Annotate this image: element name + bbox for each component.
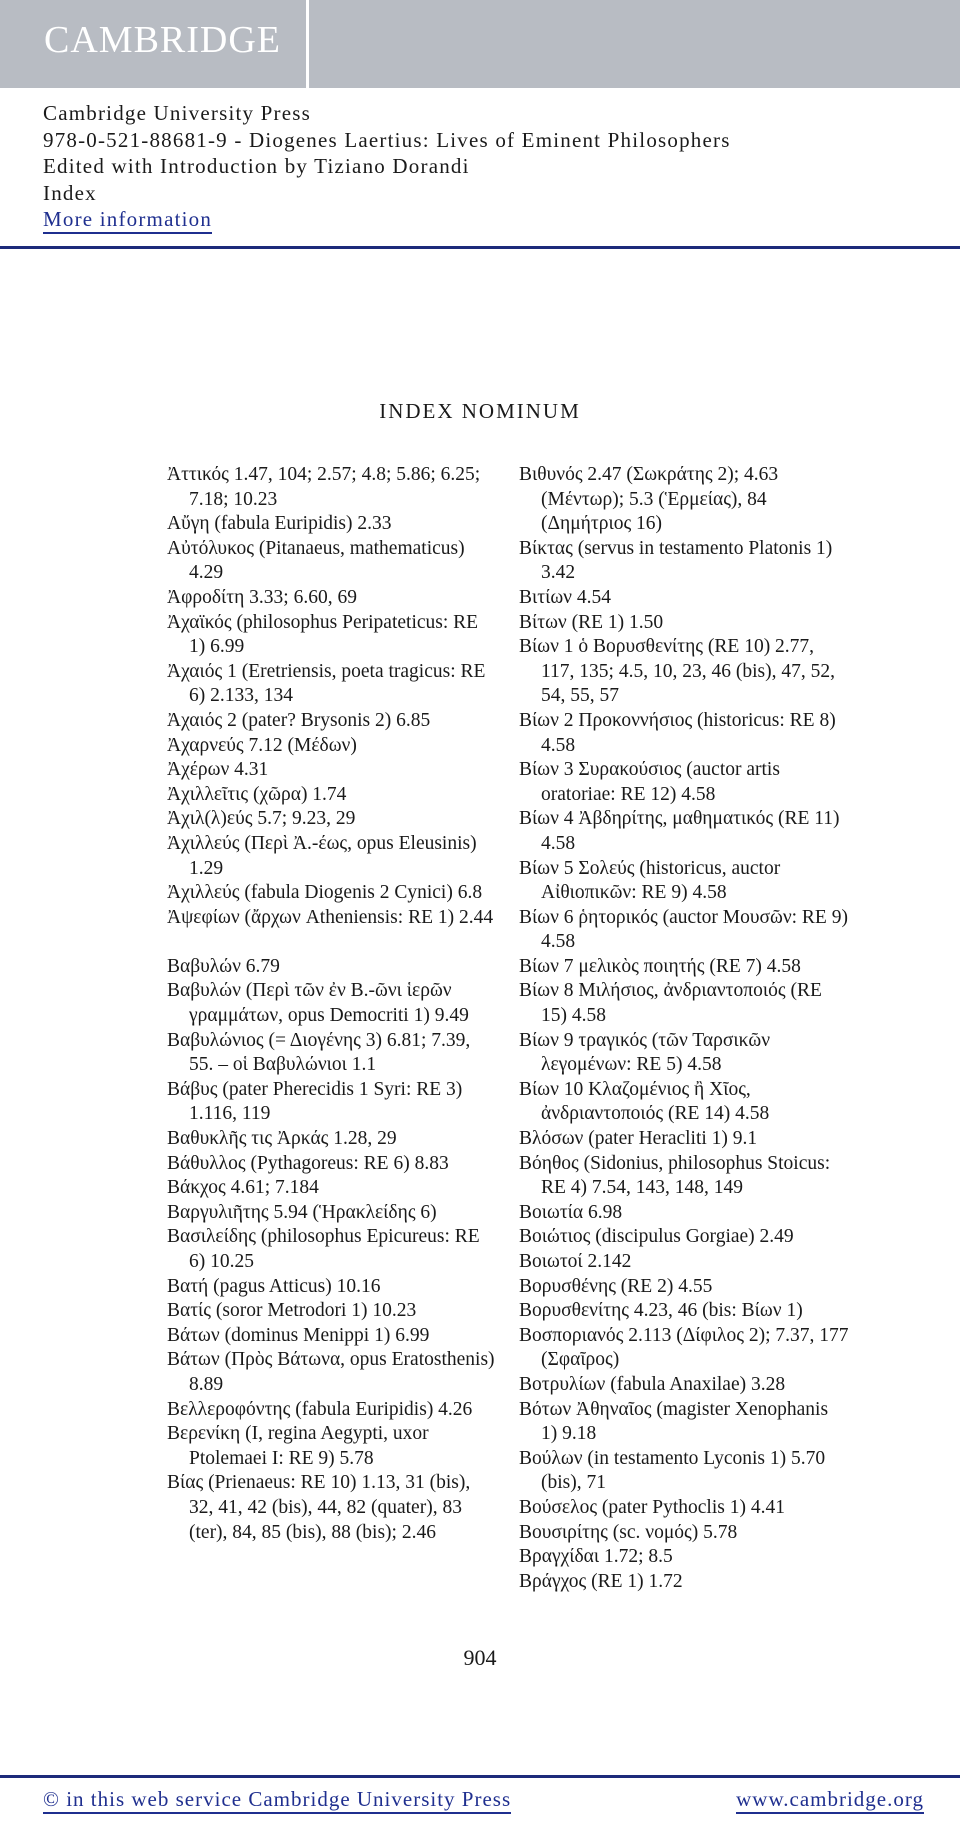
index-entry: Βαβυλών 6.79 [167,955,280,977]
website-link[interactable]: www.cambridge.org [736,1787,924,1814]
index-column-right [519,463,849,1594]
header-banner [0,0,960,88]
index-entry: Βράγχος (RE 1) 1.72 [519,1570,683,1592]
index-entry: Βούσελος (pater Pythoclis 1) 4.41 [519,1496,785,1518]
index-entry: Ἀχέρων 4.31 [167,759,269,781]
section-label: Index [43,180,97,205]
more-information-link[interactable]: More information [43,207,212,234]
index-entry: Ἀψεφίων (ἄρχων Atheniensis: RE 1) 2.44 [167,906,494,928]
footer-copyright[interactable] [43,1787,511,1812]
book-metadata [43,100,731,233]
index-entry: Βλόσων (pater Heracliti 1) 9.1 [519,1128,758,1150]
index-entry: Ἀχιλλεύς (Περὶ Ἀ.-έως, opus Eleusinis) 1.29 [167,832,477,879]
index-entry: Βραγχίδαι 1.72; 8.5 [519,1546,673,1568]
index-entry: Ἀττικός 1.47, 104; 2.57; 4.8; 5.86; 6.25; 7.18; 10.23 [167,464,481,510]
index-entry: Βορυσθενίτης 4.23, 46 (bis: Βίων 1) [519,1300,803,1322]
index-entry: Βίων 7 μελικὸς ποιητής (RE 7) 4.58 [519,955,801,977]
index-entry: Βαργυλιῆτης 5.94 (Ἡρακλείδης 6) [167,1201,437,1223]
book-editor: Edited with Introduction by Tiziano Dorandi [43,154,470,178]
index-entry: Βαθυκλῆς τις Ἀρκάς 1.28, 29 [167,1128,397,1150]
index-entry: Ἀφροδίτη 3.33; 6.60, 69 [167,586,357,608]
index-spacer [167,930,497,955]
index-entry: Ἀχαϊκός (philosophus Peripateticus: RE 1) 6.99 [167,611,479,658]
index-entry: Ἀχιλλεύς (fabula Diogenis 2 Cynici) 6.8 [167,882,483,904]
index-entry: Βούλων (in testamento Lyconis 1) 5.70 (bis), 71 [519,1447,826,1494]
index-entry: Βάκχος 4.61; 7.184 [167,1177,319,1199]
banner-divider [306,0,309,88]
index-entry: Βορυσθένης (RE 2) 4.55 [519,1275,713,1297]
index-entry: Βαβυλώνιος (= Διογένης 3) 6.81; 7.39, 55. – οἱ Βαβυλώνιοι 1.1 [167,1029,471,1076]
index-entry: Βιθυνός 2.47 (Σωκράτης 2); 4.63 (Μέντωρ); 5.3 (Ἑρμείας), 84 (Δημήτριος 16) [519,464,779,535]
index-title: INDEX NOMINUM [379,399,581,423]
index-entry: Αὔγη (fabula Euripidis) 2.33 [167,513,392,535]
index-entry: Βίων 6 ῥητορικός (auctor Μουσῶν: RE 9) 4.58 [519,906,848,953]
footer-rule [0,1775,960,1778]
index-entry: Βουσιρίτης (sc. νομός) 5.78 [519,1521,738,1543]
index-entry: Βίτων (RE 1) 1.50 [519,611,664,633]
footer-website[interactable] [736,1787,924,1812]
header-rule [0,246,960,249]
index-entry: Ἀχαιός 2 (pater? Brysonis 2) 6.85 [167,709,431,731]
book-isbn-title: 978-0-521-88681-9 - Diogenes Laertius: Lives of Eminent Philosophers [43,127,731,152]
index-entry: Βάθυλλος (Pythagoreus: RE 6) 8.83 [167,1152,449,1174]
index-entry: Βάτων (dominus Menippi 1) 6.99 [167,1324,430,1346]
publisher-name: Cambridge University Press [43,101,312,125]
index-entry: Ἀχαρνεύς 7.12 (Μέδων) [167,734,357,756]
index-entry: Ἀχιλλεῖτις (χῶρα) 1.74 [167,783,347,805]
index-entry: Βίων 10 Κλαζομένιος ἢ Χῖος, ἀνδριαντοποιός (RE 14) 4.58 [519,1078,770,1125]
page-number: 904 [463,1645,497,1670]
copyright-link[interactable]: © in this web service Cambridge University Press [43,1787,511,1814]
index-entry: Βίων 4 Ἀβδηρίτης, μαθηματικός (RE 11) 4.58 [519,808,840,854]
index-entry: Ἀχαιός 1 (Eretriensis, poeta tragicus: RE 6) 2.133, 134 [167,660,486,707]
index-entry: Βοτρυλίων (fabula Anaxilae) 3.28 [519,1373,786,1395]
index-entry: Βίων 3 Συρακούσιος (auctor artis oratoriae: RE 12) 4.58 [519,759,780,805]
index-entry: Βίας (Prienaeus: RE 10) 1.13, 31 (bis), 32, 41, 42 (bis), 44, 82 (quater), 83 (ter), 84, 85 (bis), 88 (bis); 2.46 [167,1472,471,1543]
index-entry: Βόηθος (Sidonius, philosophus Stoicus: RE 4) 7.54, 143, 148, 149 [519,1152,831,1199]
index-entry: Βάτων (Πρὸς Βάτωνα, opus Eratosthenis) 8.89 [167,1349,495,1395]
index-entry: Βοιώτιος (discipulus Gorgiae) 2.49 [519,1226,794,1248]
index-entry: Βασιλείδης (philosophus Epicureus: RE 6) 10.25 [167,1226,480,1272]
index-entry: Ἀχιλ(λ)εύς 5.7; 9.23, 29 [167,808,356,830]
index-entry: Βότων Ἀθηναῖος (magister Xenophanis 1) 9.18 [519,1398,829,1445]
index-entry: Βίκτας (servus in testamento Platonis 1) 3.42 [519,537,833,584]
index-entry: Βίων 1 ὁ Βορυσθενίτης (RE 10) 2.77, 117, 135; 4.5, 10, 23, 46 (bis), 47, 52, 54, 55, 57 [519,636,835,707]
index-entry: Βελλεροφόντης (fabula Euripidis) 4.26 [167,1398,473,1420]
index-entry: Βοιωτοί 2.142 [519,1251,632,1272]
index-entry: Βατίς (soror Metrodori 1) 10.23 [167,1300,417,1322]
index-entry: Βίων 8 Μιλήσιος, ἀνδριαντοποιός (RE 15) 4.58 [519,980,822,1027]
index-entry: Βερενίκη (I, regina Aegypti, uxor Ptolemaei I: RE 9) 5.78 [167,1423,429,1469]
index-entry: Βαβυλών (Περὶ τῶν ἐν Β.-ῶνι ἱερῶν γραμμάτων, opus Democriti 1) 9.49 [167,980,469,1027]
index-entry: Βοιωτία 6.98 [519,1201,623,1223]
index-entry: Αὐτόλυκος (Pitanaeus, mathematicus) 4.29 [167,537,465,584]
index-entry: Βίων 9 τραγικός (τῶν Ταρσικῶν λεγομένων: RE 5) 4.58 [519,1029,771,1076]
index-entry: Βάβυς (pater Pherecidis 1 Syri: RE 3) 1.116, 119 [167,1078,463,1125]
index-entry: Βίων 5 Σολεύς (historicus, auctor Αἰθιοπικῶν: RE 9) 4.58 [519,857,781,904]
index-entry: Βίων 2 Προκοννήσιος (historicus: RE 8) 4.58 [519,709,836,756]
index-entry: Βοσποριανός 2.113 (Δίφιλος 2); 7.37, 177 (Σφαῖρος) [519,1324,849,1371]
index-entry: Βατή (pagus Atticus) 10.16 [167,1275,381,1297]
index-entry: Βιτίων 4.54 [519,586,611,608]
cambridge-logo: CAMBRIDGE [44,19,282,61]
index-column-left [167,463,497,1545]
